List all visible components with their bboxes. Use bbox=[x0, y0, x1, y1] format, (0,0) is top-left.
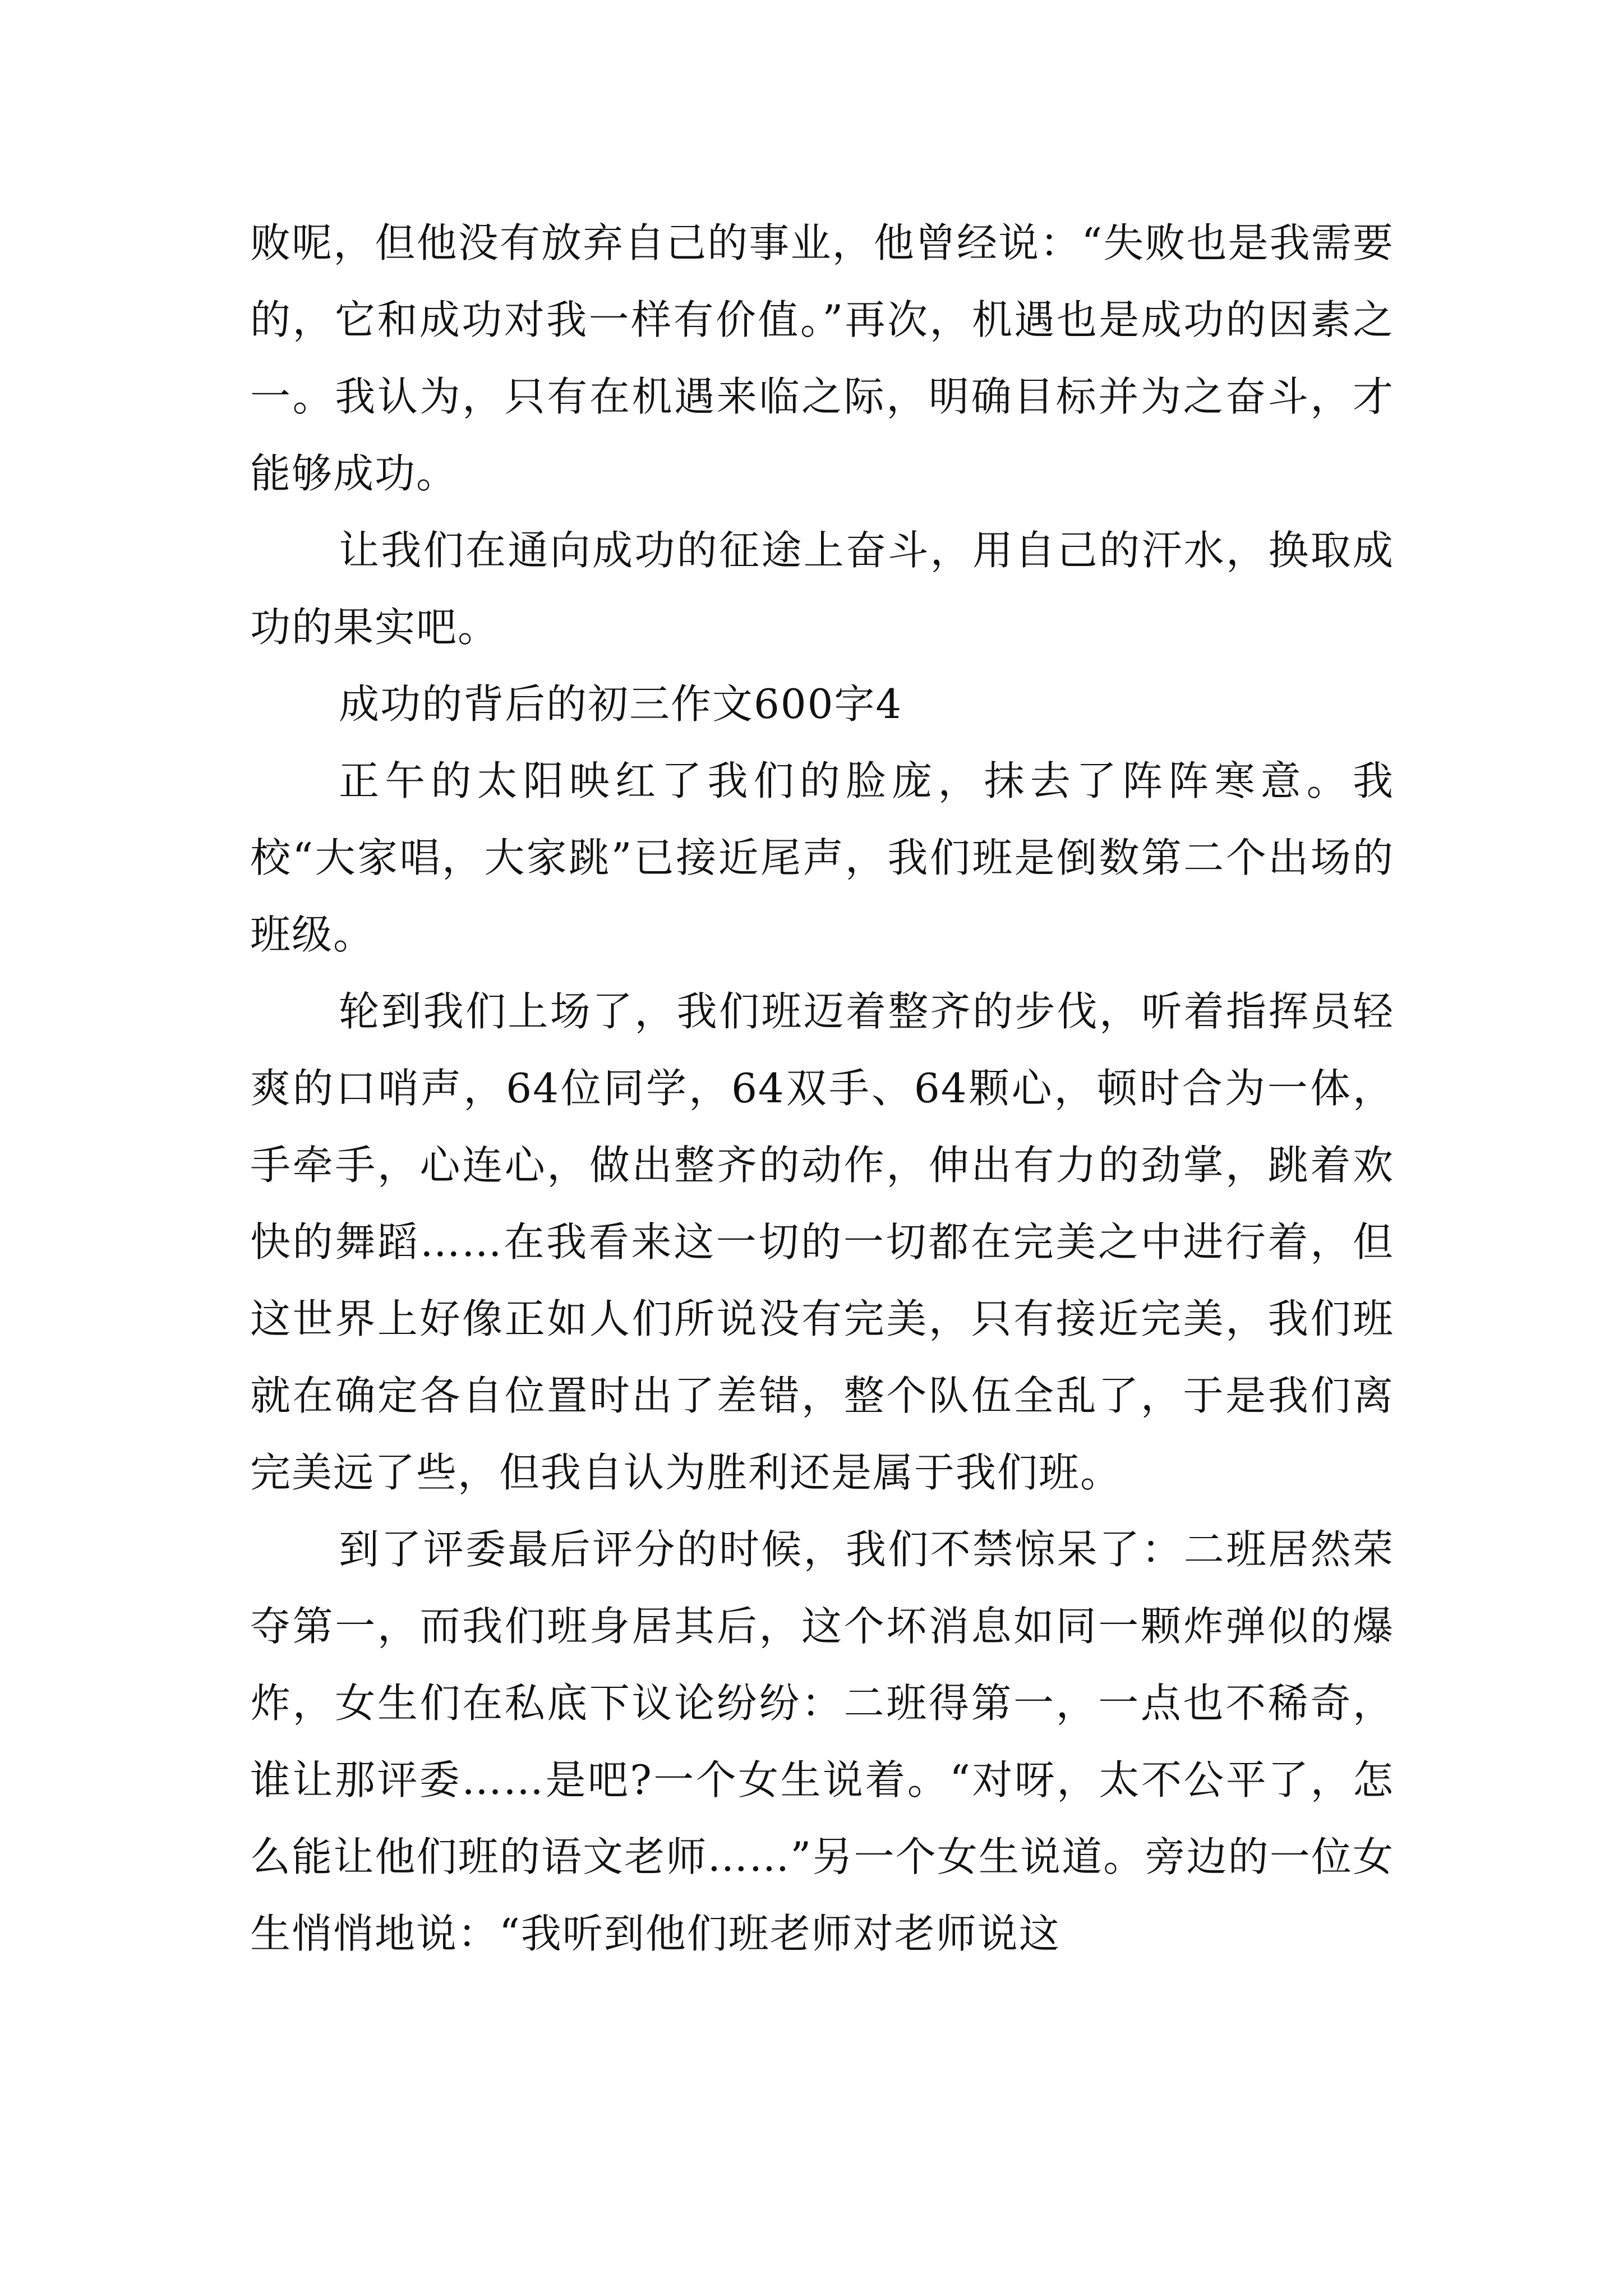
paragraph-4: 轮到我们上场了，我们班迈着整齐的步伐，听着指挥员轻爽的口哨声，64位同学，64双手、64颗心，顿时合为一体，手牵手，心连心，做出整齐的动作，伸出有力的劲掌，跳着欢快的舞蹈……在我看来这一切的一切都在完美之中进行着，但这世界上好像正如人们所说没有完美，只有接近完美，我们班就在确定各自位置时出了差错，整个队伍全乱了，于是我们离完美远了些，但我自认为胜利还是属于我们班。 bbox=[250, 988, 1394, 1496]
paragraph-3: 正午的太阳映红了我们的脸庞，抹去了阵阵寒意。我校“大家唱，大家跳”已接近尾声，我们班是倒数第二个出场的班级。 bbox=[250, 757, 1394, 958]
paragraph-2: 让我们在通向成功的征途上奋斗，用自己的汗水，换取成功的果实吧。 bbox=[250, 527, 1394, 651]
paragraph-5: 到了评委最后评分的时候，我们不禁惊呆了：二班居然荣夺第一，而我们班身居其后，这个坏消息如同一颗炸弹似的爆炸，女生们在私底下议论纷纷：二班得第一，一点也不稀奇，谁让那评委……是吧?一个女生说着。“对呀，太不公平了，怎么能让他们班的语文老师……”另一个女生说道。旁边的一位女生悄悄地说：“我听到他们班老师对老师说这 bbox=[250, 1526, 1394, 1957]
section-heading: 成功的背后的初三作文600字4 bbox=[339, 680, 903, 728]
document-body bbox=[250, 205, 1394, 1972]
paragraph-1: 败呢，但他没有放弃自己的事业，他曾经说：“失败也是我需要的，它和成功对我一样有价值。”再次，机遇也是成功的因素之一。我认为，只有在机遇来临之际，明确目标并为之奋斗，才能够成功。 bbox=[250, 219, 1394, 497]
